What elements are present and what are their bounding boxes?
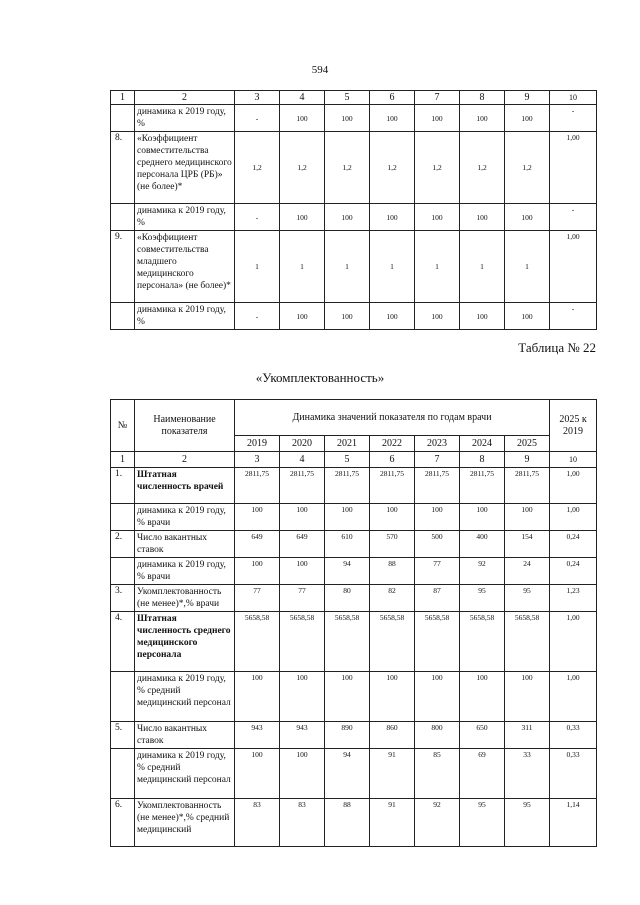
cell-value: 100 [415, 204, 460, 231]
col-number: 7 [415, 452, 460, 468]
table-row [111, 231, 597, 303]
cell-value: 100 [280, 558, 325, 585]
row-name: динамика к 2019 году, % средний медицинский персонал [135, 672, 235, 722]
cell-value: 33 [505, 749, 550, 799]
table-row [111, 468, 597, 504]
cell-value: 649 [235, 531, 280, 558]
cell-value: 100 [460, 204, 505, 231]
table-title: «Укомплектованность» [255, 370, 385, 385]
cell-value: 2811,75 [460, 468, 505, 504]
header-year: 2020 [280, 436, 325, 452]
col-number: 5 [325, 452, 370, 468]
cell-value: 860 [370, 722, 415, 749]
cell-value: 0,24 [550, 558, 597, 585]
cell-value: 1 [235, 231, 280, 303]
table-row [111, 672, 597, 722]
table-row [111, 612, 597, 672]
cell-value: 92 [460, 558, 505, 585]
cell-value: 100 [280, 504, 325, 531]
row-number [111, 105, 135, 132]
cell-value: 77 [280, 585, 325, 612]
cell-value: 77 [235, 585, 280, 612]
cell-value: 1,00 [550, 231, 597, 303]
col-number: 9 [505, 91, 550, 105]
cell-value: 2811,75 [415, 468, 460, 504]
table-row [111, 799, 597, 847]
cell-value: 5658,58 [505, 612, 550, 672]
header-year: 2025 [505, 436, 550, 452]
cell-value: 100 [280, 204, 325, 231]
cell-value: 311 [505, 722, 550, 749]
cell-value: 69 [460, 749, 505, 799]
cell-value: - [550, 105, 597, 132]
cell-value: 649 [280, 531, 325, 558]
cell-value: 100 [370, 204, 415, 231]
cell-value: - [550, 204, 597, 231]
cell-value: 943 [280, 722, 325, 749]
cell-value: 1 [505, 231, 550, 303]
table-row [111, 204, 597, 231]
row-number: 8. [111, 132, 135, 204]
col-number: 2 [135, 91, 235, 105]
cell-value: 100 [505, 303, 550, 330]
cell-value: 0,33 [550, 749, 597, 799]
cell-value: 100 [280, 749, 325, 799]
cell-value: 1,14 [550, 799, 597, 847]
cell-value: 1,00 [550, 132, 597, 204]
cell-value: 1,23 [550, 585, 597, 612]
cell-value: 890 [325, 722, 370, 749]
cell-value: - [550, 303, 597, 330]
table-row [111, 504, 597, 531]
cell-value: 100 [370, 303, 415, 330]
row-name: Число вакантных ставок [135, 722, 235, 749]
row-number [111, 303, 135, 330]
row-number: 2. [111, 531, 135, 558]
cell-value: 100 [505, 204, 550, 231]
cell-value: 400 [460, 531, 505, 558]
table-row [111, 722, 597, 749]
header-ratio: 2025 к 2019 [550, 400, 597, 452]
header-year: 2019 [235, 436, 280, 452]
cell-value: 650 [460, 722, 505, 749]
cell-value: 100 [325, 303, 370, 330]
row-number [111, 558, 135, 585]
row-name: Число вакантных ставок [135, 531, 235, 558]
cell-value: 1,2 [325, 132, 370, 204]
cell-value: 100 [505, 504, 550, 531]
cell-value: 2811,75 [505, 468, 550, 504]
col-number: 8 [460, 452, 505, 468]
cell-value: 2811,75 [325, 468, 370, 504]
row-name: динамика к 2019 году, % [135, 204, 235, 231]
row-name: динамика к 2019 году, % [135, 105, 235, 132]
cell-value: 5658,58 [235, 612, 280, 672]
row-name: Штатная численность врачей [135, 468, 235, 504]
cell-value: 610 [325, 531, 370, 558]
col-number: 1 [111, 91, 135, 105]
row-name: динамика к 2019 году, % [135, 303, 235, 330]
col-number: 7 [415, 91, 460, 105]
row-name: Укомплектованность (не менее)*,% средний медицинский [135, 799, 235, 847]
cell-value: 0,24 [550, 531, 597, 558]
cell-value: - [235, 303, 280, 330]
cell-value: 100 [415, 303, 460, 330]
col-number: 3 [235, 452, 280, 468]
cell-value: 91 [370, 749, 415, 799]
col-number: 9 [505, 452, 550, 468]
header-year: 2021 [325, 436, 370, 452]
cell-value: 1,00 [550, 612, 597, 672]
row-number: 3. [111, 585, 135, 612]
row-number: 1. [111, 468, 135, 504]
table-row [111, 105, 597, 132]
table-row [111, 585, 597, 612]
col-number: 6 [370, 91, 415, 105]
row-name: динамика к 2019 году, % врачи [135, 504, 235, 531]
cell-value: 82 [370, 585, 415, 612]
row-name: «Коэффициент совместительства среднего медицинского персонала ЦРБ (РБ)» (не более)* [135, 132, 235, 204]
header-number: № [111, 400, 135, 452]
col-number: 3 [235, 91, 280, 105]
cell-value: 2811,75 [280, 468, 325, 504]
row-name: динамика к 2019 году, % врачи [135, 558, 235, 585]
table-row [111, 749, 597, 799]
cell-value: 100 [325, 504, 370, 531]
cell-value: 1,00 [550, 504, 597, 531]
cell-value: 800 [415, 722, 460, 749]
row-number: 5. [111, 722, 135, 749]
cell-value: 100 [235, 749, 280, 799]
cell-value: - [235, 204, 280, 231]
row-number: 9. [111, 231, 135, 303]
header-year: 2023 [415, 436, 460, 452]
cell-value: 100 [280, 303, 325, 330]
cell-value: 100 [460, 672, 505, 722]
cell-value: 1,2 [370, 132, 415, 204]
cell-value: 95 [460, 585, 505, 612]
header-dynamics: Динамика значений показателя по годам врачи [235, 400, 550, 436]
col-number: 10 [550, 452, 597, 468]
cell-value: 5658,58 [460, 612, 505, 672]
header-year: 2022 [370, 436, 415, 452]
cell-value: 0,33 [550, 722, 597, 749]
cell-value: 100 [460, 504, 505, 531]
col-number: 1 [111, 452, 135, 468]
table-label: Таблица № 22 [518, 340, 596, 355]
col-number: 5 [325, 91, 370, 105]
cell-value: 1 [370, 231, 415, 303]
cell-value: 1,2 [415, 132, 460, 204]
cell-value: 100 [415, 672, 460, 722]
cell-value: - [235, 105, 280, 132]
cell-value: 85 [415, 749, 460, 799]
row-number: 6. [111, 799, 135, 847]
row-number [111, 504, 135, 531]
column-number-row [111, 91, 597, 105]
cell-value: 87 [415, 585, 460, 612]
cell-value: 88 [325, 799, 370, 847]
cell-value: 95 [460, 799, 505, 847]
header-year: 2024 [460, 436, 505, 452]
col-number: 4 [280, 91, 325, 105]
cell-value: 83 [280, 799, 325, 847]
cell-value: 1,2 [505, 132, 550, 204]
cell-value: 100 [235, 672, 280, 722]
col-number: 2 [135, 452, 235, 468]
cell-value: 100 [460, 105, 505, 132]
cell-value: 100 [370, 105, 415, 132]
page-number: 594 [311, 64, 329, 76]
cell-value: 1,00 [550, 468, 597, 504]
cell-value: 94 [325, 558, 370, 585]
header-name: Наименование показателя [135, 400, 235, 452]
cell-value: 77 [415, 558, 460, 585]
header-row [111, 400, 597, 436]
cell-value: 100 [415, 105, 460, 132]
table-continuation [110, 90, 597, 330]
cell-value: 95 [505, 799, 550, 847]
staffing-table [110, 399, 597, 847]
cell-value: 5658,58 [325, 612, 370, 672]
cell-value: 1,2 [460, 132, 505, 204]
cell-value: 1,00 [550, 672, 597, 722]
col-number: 10 [550, 91, 597, 105]
cell-value: 5658,58 [280, 612, 325, 672]
cell-value: 100 [505, 105, 550, 132]
row-name: Штатная численность среднего медицинского персонала [135, 612, 235, 672]
cell-value: 100 [325, 105, 370, 132]
cell-value: 100 [370, 504, 415, 531]
cell-value: 24 [505, 558, 550, 585]
cell-value: 500 [415, 531, 460, 558]
col-number: 6 [370, 452, 415, 468]
cell-value: 100 [235, 558, 280, 585]
cell-value: 100 [415, 504, 460, 531]
col-number: 8 [460, 91, 505, 105]
cell-value: 943 [235, 722, 280, 749]
cell-value: 1 [280, 231, 325, 303]
cell-value: 92 [415, 799, 460, 847]
cell-value: 80 [325, 585, 370, 612]
cell-value: 154 [505, 531, 550, 558]
cell-value: 1 [415, 231, 460, 303]
cell-value: 1 [325, 231, 370, 303]
cell-value: 83 [235, 799, 280, 847]
row-name: динамика к 2019 году, % средний медицинский персонал [135, 749, 235, 799]
cell-value: 95 [505, 585, 550, 612]
row-number [111, 672, 135, 722]
cell-value: 94 [325, 749, 370, 799]
col-number: 4 [280, 452, 325, 468]
row-number [111, 749, 135, 799]
cell-value: 570 [370, 531, 415, 558]
cell-value: 2811,75 [235, 468, 280, 504]
cell-value: 91 [370, 799, 415, 847]
cell-value: 100 [280, 105, 325, 132]
cell-value: 100 [235, 504, 280, 531]
table-row [111, 558, 597, 585]
cell-value: 1,2 [235, 132, 280, 204]
row-number [111, 204, 135, 231]
cell-value: 5658,58 [415, 612, 460, 672]
cell-value: 100 [325, 204, 370, 231]
column-number-row [111, 452, 597, 468]
cell-value: 100 [460, 303, 505, 330]
cell-value: 100 [370, 672, 415, 722]
cell-value: 100 [325, 672, 370, 722]
row-name: Укомплектованность (не менее)*,% врачи [135, 585, 235, 612]
cell-value: 88 [370, 558, 415, 585]
cell-value: 100 [505, 672, 550, 722]
table-row [111, 303, 597, 330]
cell-value: 2811,75 [370, 468, 415, 504]
cell-value: 1,2 [280, 132, 325, 204]
cell-value: 1 [460, 231, 505, 303]
cell-value: 100 [280, 672, 325, 722]
table-row [111, 132, 597, 204]
row-name: «Коэффициент совместительства младшего медицинского персонала» (не более)* [135, 231, 235, 303]
cell-value: 5658,58 [370, 612, 415, 672]
table-row [111, 531, 597, 558]
row-number: 4. [111, 612, 135, 672]
